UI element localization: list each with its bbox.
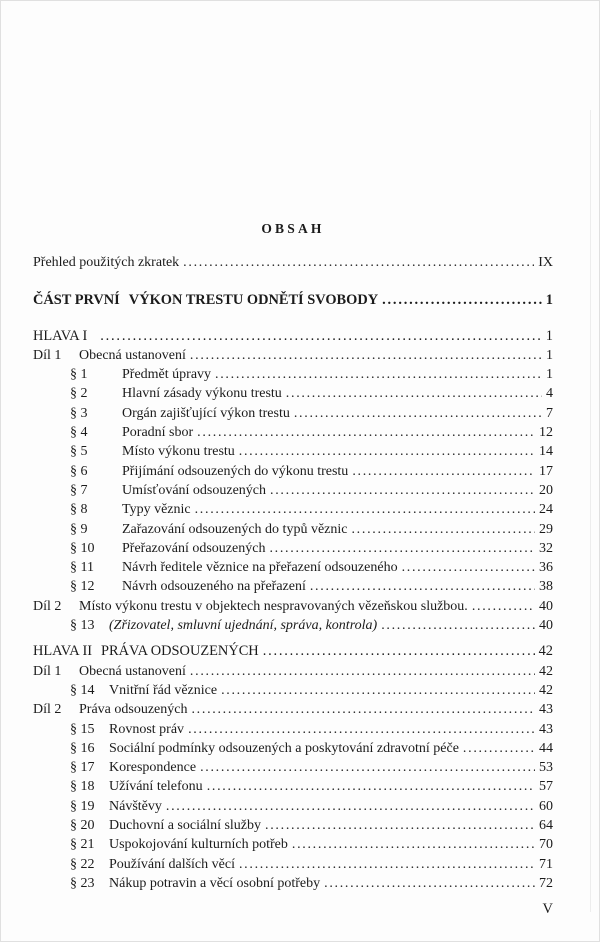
dot-leader [162,797,535,816]
toc-entry [33,462,553,481]
entry-page-number: IX [538,255,553,270]
dot-leader [378,291,542,310]
entry-title: Sociální podmínky odsouzených a poskytování zdravotní péče [109,740,459,756]
entry-page-number: 17 [539,463,553,479]
entry-title: Používání dalších věcí [109,856,235,872]
entry-title: Předmět úpravy [122,367,212,383]
entry-title: Místo výkonu trestu [122,444,235,460]
entry-page-number: 20 [539,482,553,498]
entry-page-number: 43 [539,721,553,737]
entry-label: § 7 [70,482,88,498]
toc-heading: OBSAH [261,221,325,236]
entry-label: HLAVA I [33,327,88,344]
entry-title: Návrh odsouzeného na přeřazení [122,579,306,595]
entry-page-number: 29 [539,521,553,537]
entry-title: Práva odsouzených [79,702,188,718]
entry-title: Uspokojování kulturních potřeb [109,837,288,853]
toc-entry [33,720,553,739]
dot-leader [203,777,535,796]
entry-title: Umísťování odsouzených [122,482,267,498]
entry-label: Díl 2 [33,598,62,614]
entry-title: Poradní sbor [122,425,194,441]
toc-entry [33,681,553,700]
entry-label: § 22 [70,856,95,872]
entry-title: Korespondence [109,760,197,776]
entry-title: Zařazování odsouzených do typů věznic [122,521,348,537]
entry-page-number: 12 [539,425,553,441]
entry-label: Díl 2 [33,702,62,718]
entry-label: HLAVA II [33,643,93,660]
dot-leader [288,835,535,854]
toc-entry [33,700,553,719]
dot-leader [191,500,535,519]
entry-label: § 6 [70,463,88,479]
toc-entry [33,616,553,635]
toc-entry [33,739,553,758]
entry-label: § 2 [70,386,88,402]
entry-page-number: 1 [546,347,553,363]
toc-entry [33,874,553,893]
entry-page-number: 1 [545,327,553,344]
dot-leader [347,520,535,539]
entry-label: § 15 [70,721,95,737]
entry-page-number: 38 [539,579,553,595]
dot-leader [377,616,535,635]
dot-leader [211,365,542,384]
entry-title: Přehled použitých zkratek [33,255,180,270]
toc-entry [33,253,553,272]
entry-label: § 12 [70,579,95,595]
toc-entry [33,758,553,777]
entry-page-number: 40 [539,618,553,634]
dot-leader [468,597,535,616]
dot-leader [184,720,535,739]
entry-title: Přijímání odsouzených do výkonu trestu [122,463,349,479]
dot-leader [186,346,542,365]
entry-label: § 20 [70,818,95,834]
toc-entry [33,642,553,661]
entry-label: § 18 [70,779,95,795]
entry-title: Návrh ředitele věznice na přeřazení odsouzeného [122,560,398,576]
entry-title: Vnitřní řád věznice [109,682,218,698]
entry-title: PRÁVA ODSOUZENÝCH [101,643,259,660]
entry-page-number: 42 [539,663,553,679]
toc-entry [33,662,553,681]
dot-leader [348,462,535,481]
toc-entry [33,577,553,596]
toc-entry [33,539,553,558]
toc-entry [33,500,553,519]
entry-label: § 5 [70,444,88,460]
dot-leader [193,423,535,442]
dot-leader [320,874,535,893]
dot-leader [235,442,535,461]
entry-label: § 4 [70,425,88,441]
entry-label: § 21 [70,837,95,853]
entry-page-number: 24 [539,502,553,518]
toc-entry [33,855,553,874]
dot-leader [259,642,535,661]
dot-leader [398,558,535,577]
toc-entries [33,253,553,893]
entry-label: § 10 [70,540,95,556]
entry-page-number: 42 [538,643,553,660]
toc-entry [33,423,553,442]
dot-leader [217,681,535,700]
entry-label: § 9 [70,521,88,537]
dot-leader [266,481,535,500]
entry-title: Místo výkonu trestu v objektech nespravovaných vězeňskou službou. [79,598,468,614]
entry-label: § 17 [70,760,95,776]
entry-title: Typy věznic [122,502,191,518]
dot-leader [282,384,542,403]
entry-page-number: 42 [539,682,553,698]
dot-leader [186,662,535,681]
entry-title: VÝKON TRESTU ODNĚTÍ SVOBODY [128,292,379,309]
toc-entry [33,481,553,500]
entry-page-number: 4 [546,386,553,402]
entry-page-number: 60 [539,798,553,814]
entry-page-number: 32 [539,540,553,556]
entry-label: § 19 [70,798,95,814]
toc-entry [33,777,553,796]
toc-entry [33,327,553,346]
toc-entry [33,797,553,816]
dot-leader [96,327,542,346]
entry-label: § 16 [70,740,95,756]
entry-title: Nákup potravin a věcí osobní potřeby [109,875,321,891]
entry-label: § 14 [70,682,95,698]
entry-page-number: 71 [539,856,553,872]
toc-entry [33,442,553,461]
entry-label: Díl 1 [33,663,62,679]
dot-leader [179,253,534,272]
toc-entry [33,816,553,835]
entry-page-number: 64 [539,818,553,834]
toc-entry [33,558,553,577]
entry-title: (Zřizovatel, smluvní ujednání, správa, kontrola) [109,618,378,634]
entry-label: § 3 [70,405,88,421]
toc-entry [33,520,553,539]
entry-page-number: 57 [539,779,553,795]
entry-label: ČÁST PRVNÍ [33,292,120,309]
toc-entry [33,346,553,365]
entry-title: Hlavní zásady výkonu trestu [122,386,282,402]
entry-title: Rovnost práv [109,721,185,737]
dot-leader [265,539,535,558]
dot-leader [261,816,535,835]
entry-page-number: 43 [539,702,553,718]
dot-leader [459,739,535,758]
dot-leader [290,404,542,423]
entry-page-number: 70 [539,837,553,853]
entry-page-number: 14 [539,444,553,460]
entry-page-number: 1 [545,292,553,309]
toc-entry [33,835,553,854]
entry-page-number: 36 [539,560,553,576]
entry-page-number: 40 [539,598,553,614]
entry-page-number: 72 [539,875,553,891]
entry-label: § 13 [70,618,95,634]
entry-page-number: 7 [546,405,553,421]
toc-entry [33,597,553,616]
toc-entry [33,404,553,423]
entry-page-number: 1 [546,367,553,383]
entry-title: Obecná ustanovení [79,663,186,679]
entry-label: § 23 [70,875,95,891]
dot-leader [235,855,535,874]
entry-title: Přeřazování odsouzených [122,540,266,556]
dot-leader [306,577,535,596]
entry-page-number: 44 [539,740,553,756]
scan-edge-artifact [590,110,591,912]
entry-title: Užívání telefonu [109,779,203,795]
entry-title: Obecná ustanovení [79,347,186,363]
toc-entry [33,365,553,384]
entry-label: § 1 [70,367,88,383]
entry-page-number: 53 [539,760,553,776]
page-number: V [542,901,553,918]
toc-entry [33,384,553,403]
dot-leader [196,758,535,777]
entry-title: Návštěvy [109,798,162,814]
entry-label: § 8 [70,502,88,518]
toc-entry [33,291,553,310]
entry-title: Orgán zajišťující výkon trestu [122,405,290,421]
entry-title: Duchovní a sociální služby [109,818,262,834]
entry-label: Díl 1 [33,347,62,363]
entry-label: § 11 [70,560,94,576]
dot-leader [187,700,535,719]
